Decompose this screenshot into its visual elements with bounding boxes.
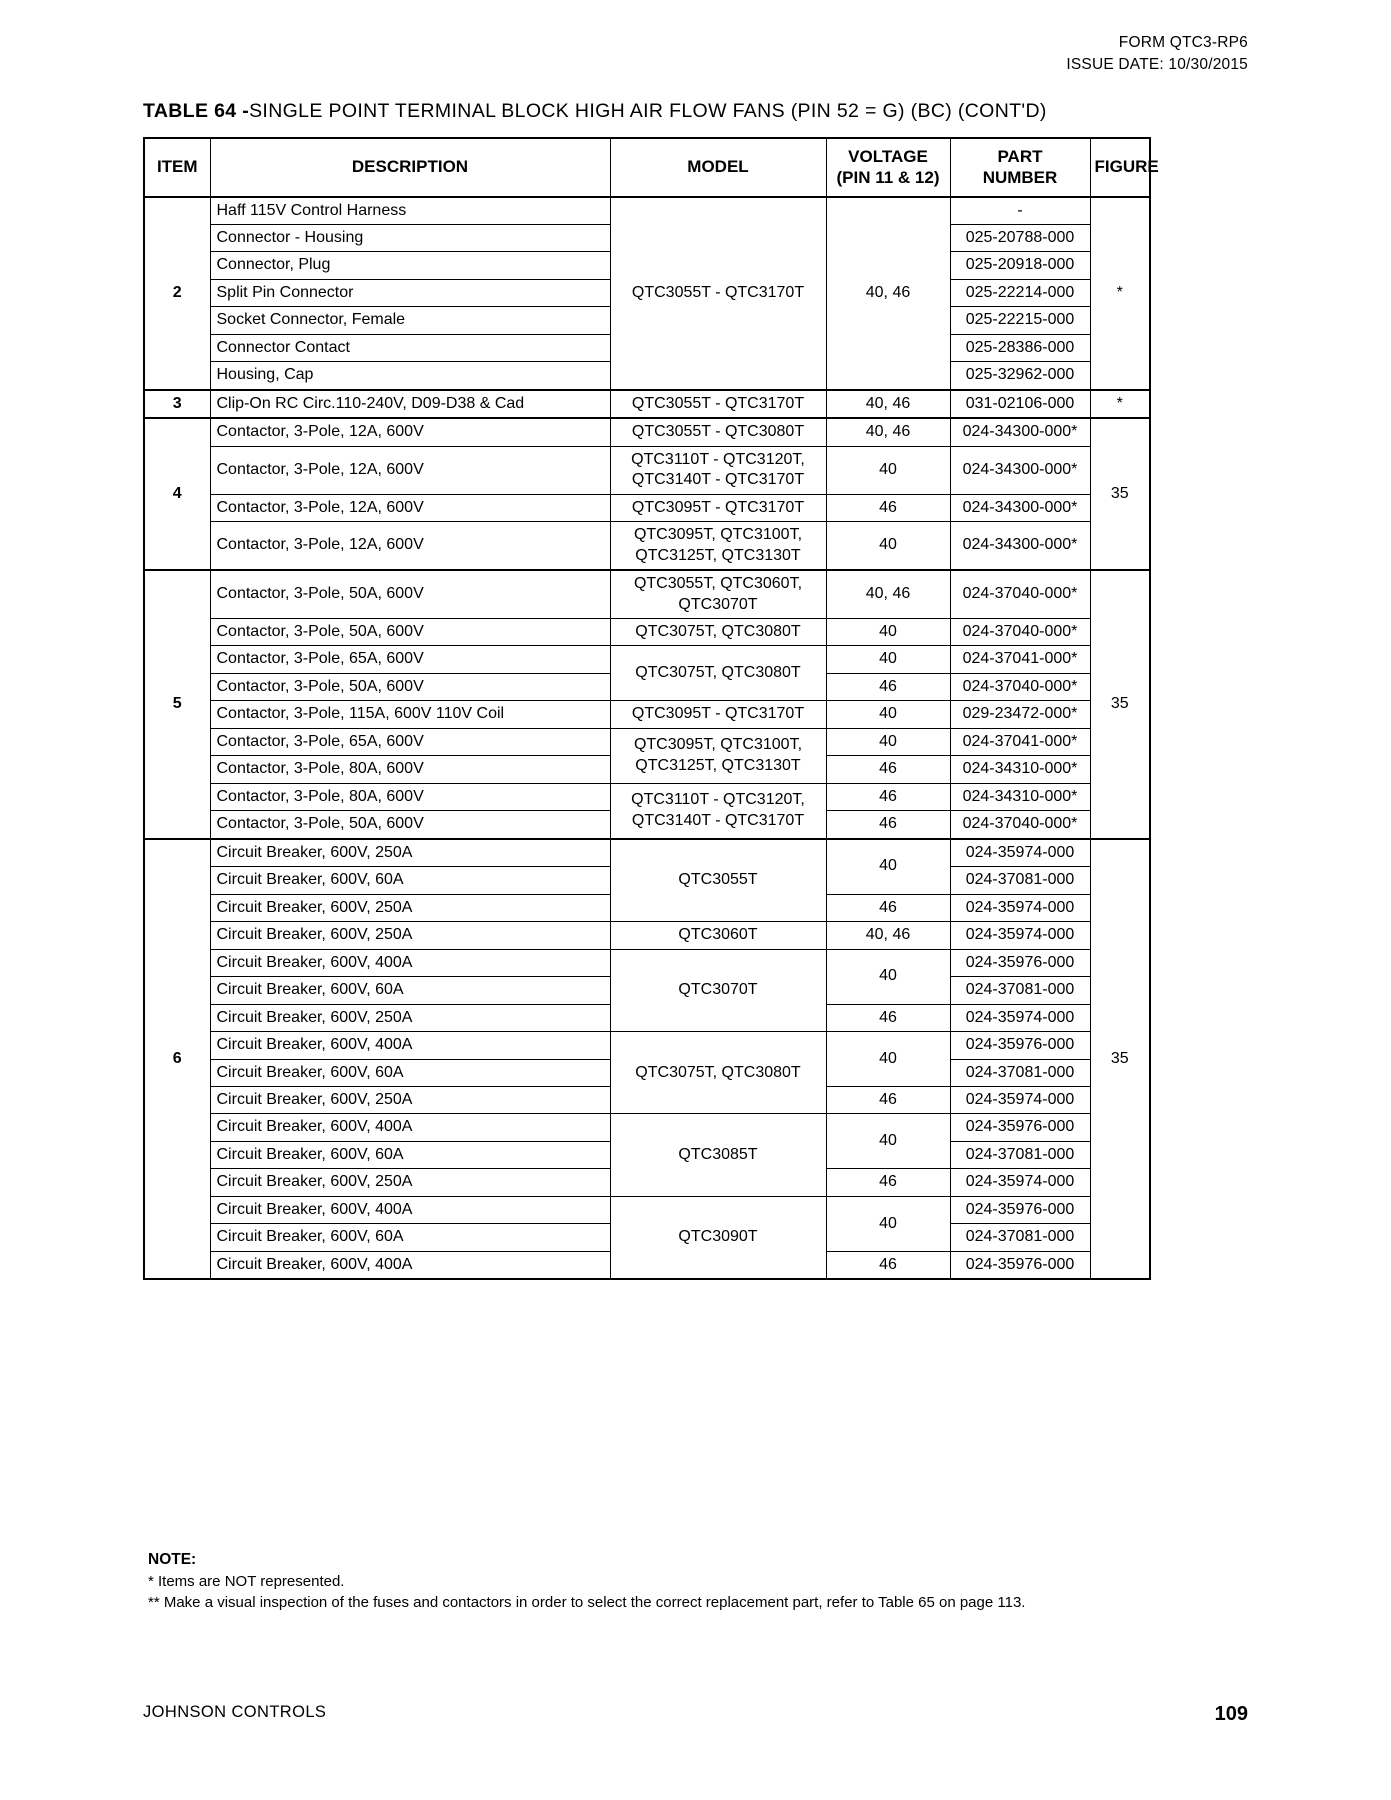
cell-description: Contactor, 3-Pole, 12A, 600V <box>210 522 610 570</box>
table-row <box>144 1114 1150 1141</box>
column-header-voltage <box>826 138 950 197</box>
cell-description: Clip-On RC Circ.110-240V, D09-D38 & Cad <box>210 390 610 418</box>
cell-voltage: 46 <box>826 811 950 839</box>
cell-voltage: 46 <box>826 1251 950 1279</box>
cell-voltage: 40, 46 <box>826 570 950 618</box>
cell-description: Circuit Breaker, 600V, 60A <box>210 867 610 894</box>
cell-part-number: 024-34300-000* <box>950 446 1090 494</box>
cell-part-number: 024-37040-000* <box>950 811 1090 839</box>
cell-description: Contactor, 3-Pole, 65A, 600V <box>210 646 610 673</box>
table-title <box>143 100 1047 123</box>
cell-voltage: 40 <box>826 1196 950 1251</box>
cell-voltage: 46 <box>826 783 950 810</box>
cell-description: Circuit Breaker, 600V, 60A <box>210 977 610 1004</box>
cell-model: QTC3075T, QTC3080T <box>610 619 826 646</box>
cell-part-number: - <box>950 197 1090 225</box>
cell-description: Circuit Breaker, 600V, 250A <box>210 894 610 921</box>
table-row <box>144 570 1150 618</box>
cell-voltage: 40 <box>826 522 950 570</box>
note-line: ** Make a visual inspection of the fuses and contactors in order to select the correct replacement part, refer to Table 65 on page 113. <box>148 1594 1026 1612</box>
parts-table <box>143 137 1159 1280</box>
cell-item: 6 <box>144 839 210 1280</box>
table-row <box>144 728 1150 755</box>
cell-figure: 35 <box>1090 418 1150 570</box>
table-header-row <box>144 138 1150 197</box>
cell-voltage: 46 <box>826 1169 950 1196</box>
cell-description: Circuit Breaker, 600V, 60A <box>210 1141 610 1168</box>
footer-page-number: 109 <box>1214 1703 1248 1725</box>
cell-voltage: 46 <box>826 1004 950 1031</box>
cell-part-number: 024-35976-000 <box>950 949 1090 976</box>
cell-description: Circuit Breaker, 600V, 250A <box>210 1004 610 1031</box>
cell-item: 2 <box>144 197 210 390</box>
cell-model: QTC3110T - QTC3120T, QTC3140T - QTC3170T <box>610 446 826 494</box>
cell-voltage: 46 <box>826 1086 950 1113</box>
form-number: FORM QTC3-RP6 <box>1118 34 1248 51</box>
table-row <box>144 701 1150 728</box>
cell-part-number: 025-28386-000 <box>950 334 1090 361</box>
table-row <box>144 1032 1150 1059</box>
table-body <box>144 197 1150 1280</box>
cell-voltage: 40 <box>826 646 950 673</box>
cell-part-number: 025-32962-000 <box>950 362 1090 390</box>
cell-description: Contactor, 3-Pole, 12A, 600V <box>210 494 610 521</box>
cell-item: 4 <box>144 418 210 570</box>
cell-description: Circuit Breaker, 600V, 400A <box>210 949 610 976</box>
cell-description: Circuit Breaker, 600V, 250A <box>210 1169 610 1196</box>
cell-description: Circuit Breaker, 600V, 400A <box>210 1032 610 1059</box>
cell-part-number: 024-34300-000* <box>950 522 1090 570</box>
cell-part-number: 024-37081-000 <box>950 1059 1090 1086</box>
cell-voltage: 40 <box>826 949 950 1004</box>
cell-model: QTC3095T, QTC3100T, QTC3125T, QTC3130T <box>610 728 826 783</box>
cell-model: QTC3090T <box>610 1196 826 1279</box>
cell-part-number: 024-37081-000 <box>950 1141 1090 1168</box>
cell-part-number: 024-37040-000* <box>950 570 1090 618</box>
cell-model: QTC3075T, QTC3080T <box>610 646 826 701</box>
cell-part-number: 024-35974-000 <box>950 1086 1090 1113</box>
cell-figure: * <box>1090 390 1150 418</box>
cell-part-number: 024-35974-000 <box>950 1169 1090 1196</box>
cell-voltage: 40 <box>826 1032 950 1087</box>
cell-voltage: 40 <box>826 701 950 728</box>
cell-description: Contactor, 3-Pole, 50A, 600V <box>210 811 610 839</box>
cell-model: QTC3070T <box>610 949 826 1031</box>
cell-model: QTC3085T <box>610 1114 826 1196</box>
cell-model: QTC3095T, QTC3100T, QTC3125T, QTC3130T <box>610 522 826 570</box>
column-header-model: MODEL <box>610 138 826 197</box>
column-header-voltage-line2: (PIN 11 & 12) <box>836 168 940 188</box>
cell-part-number: 025-22214-000 <box>950 279 1090 306</box>
cell-model: QTC3055T - QTC3170T <box>610 390 826 418</box>
cell-description: Contactor, 3-Pole, 50A, 600V <box>210 673 610 700</box>
cell-part-number: 024-34300-000* <box>950 418 1090 446</box>
table-row <box>144 522 1150 570</box>
cell-part-number: 025-22215-000 <box>950 307 1090 334</box>
cell-voltage: 40 <box>826 446 950 494</box>
table-row <box>144 949 1150 976</box>
table-row <box>144 839 1150 867</box>
cell-part-number: 025-20788-000 <box>950 224 1090 251</box>
cell-description: Circuit Breaker, 600V, 60A <box>210 1059 610 1086</box>
cell-part-number: 024-35974-000 <box>950 894 1090 921</box>
footer-company: JOHNSON CONTROLS <box>143 1703 327 1721</box>
cell-description: Contactor, 3-Pole, 65A, 600V <box>210 728 610 755</box>
cell-voltage: 40, 46 <box>826 418 950 446</box>
cell-figure: 35 <box>1090 570 1150 839</box>
cell-figure: 35 <box>1090 839 1150 1280</box>
cell-part-number: 024-35976-000 <box>950 1114 1090 1141</box>
cell-item: 3 <box>144 390 210 418</box>
cell-description: Haff 115V Control Harness <box>210 197 610 225</box>
cell-description: Connector - Housing <box>210 224 610 251</box>
table-row <box>144 922 1150 949</box>
table-row <box>144 783 1150 810</box>
cell-voltage: 46 <box>826 673 950 700</box>
cell-part-number: 024-34310-000* <box>950 783 1090 810</box>
column-header-part-line2: NUMBER <box>982 168 1058 188</box>
column-header-description: DESCRIPTION <box>210 138 610 197</box>
cell-voltage: 46 <box>826 756 950 783</box>
table-row <box>144 446 1150 494</box>
table-number: TABLE 64 - <box>143 100 250 122</box>
cell-description: Contactor, 3-Pole, 12A, 600V <box>210 418 610 446</box>
cell-part-number: 024-37081-000 <box>950 867 1090 894</box>
column-header-part-line1: PART <box>997 147 1043 166</box>
cell-voltage: 40 <box>826 619 950 646</box>
cell-voltage: 40, 46 <box>826 922 950 949</box>
cell-part-number: 024-35974-000 <box>950 1004 1090 1031</box>
cell-part-number: 025-20918-000 <box>950 252 1090 279</box>
cell-model: QTC3055T - QTC3170T <box>610 197 826 390</box>
cell-model: QTC3095T - QTC3170T <box>610 701 826 728</box>
table-row <box>144 619 1150 646</box>
cell-part-number: 024-37040-000* <box>950 673 1090 700</box>
table-title-text: SINGLE POINT TERMINAL BLOCK HIGH AIR FLOW FANS (PIN 52 = G) (BC) (CONT'D) <box>249 100 1047 122</box>
cell-description: Circuit Breaker, 600V, 400A <box>210 1196 610 1223</box>
cell-description: Circuit Breaker, 600V, 250A <box>210 1086 610 1113</box>
cell-item: 5 <box>144 570 210 839</box>
document-header <box>1066 32 1248 77</box>
column-header-voltage-line1: VOLTAGE <box>848 147 928 166</box>
cell-description: Contactor, 3-Pole, 115A, 600V 110V Coil <box>210 701 610 728</box>
cell-model: QTC3055T, QTC3060T, QTC3070T <box>610 570 826 618</box>
cell-description: Contactor, 3-Pole, 12A, 600V <box>210 446 610 494</box>
cell-description: Housing, Cap <box>210 362 610 390</box>
table-row <box>144 390 1150 418</box>
table-row <box>144 197 1150 225</box>
cell-description: Contactor, 3-Pole, 50A, 600V <box>210 619 610 646</box>
cell-voltage: 40, 46 <box>826 390 950 418</box>
notes-title: NOTE: <box>148 1551 197 1568</box>
cell-part-number: 024-37081-000 <box>950 1224 1090 1251</box>
cell-voltage: 46 <box>826 894 950 921</box>
table-row <box>144 1196 1150 1223</box>
cell-description: Contactor, 3-Pole, 80A, 600V <box>210 783 610 810</box>
cell-description: Socket Connector, Female <box>210 307 610 334</box>
column-header-figure: FIGURE <box>1090 138 1150 197</box>
cell-description: Circuit Breaker, 600V, 250A <box>210 922 610 949</box>
table-row <box>144 418 1150 446</box>
cell-part-number: 024-34310-000* <box>950 756 1090 783</box>
cell-part-number: 024-35974-000 <box>950 922 1090 949</box>
cell-description: Circuit Breaker, 600V, 250A <box>210 839 610 867</box>
cell-voltage: 40 <box>826 1114 950 1169</box>
cell-model: QTC3095T - QTC3170T <box>610 494 826 521</box>
column-header-item: ITEM <box>144 138 210 197</box>
cell-voltage: 46 <box>826 494 950 521</box>
notes-section <box>148 1549 1025 1614</box>
parts-table-container <box>143 137 1159 1280</box>
cell-model: QTC3060T <box>610 922 826 949</box>
issue-date: ISSUE DATE: 10/30/2015 <box>1066 56 1248 74</box>
cell-part-number: 024-37040-000* <box>950 619 1090 646</box>
cell-description: Connector, Plug <box>210 252 610 279</box>
table-header <box>144 138 1159 197</box>
cell-part-number: 031-02106-000 <box>950 390 1090 418</box>
cell-part-number: 024-35976-000 <box>950 1251 1090 1279</box>
cell-part-number: 024-37041-000* <box>950 728 1090 755</box>
cell-description: Contactor, 3-Pole, 50A, 600V <box>210 570 610 618</box>
note-line: * Items are NOT represented. <box>148 1573 345 1590</box>
column-header-part-number <box>950 138 1090 197</box>
cell-part-number: 024-37081-000 <box>950 977 1090 1004</box>
cell-description: Circuit Breaker, 600V, 400A <box>210 1251 610 1279</box>
cell-voltage: 40, 46 <box>826 197 950 390</box>
cell-description: Circuit Breaker, 600V, 400A <box>210 1114 610 1141</box>
cell-description: Connector Contact <box>210 334 610 361</box>
cell-model: QTC3055T - QTC3080T <box>610 418 826 446</box>
cell-figure: * <box>1090 197 1150 390</box>
cell-voltage: 40 <box>826 839 950 894</box>
cell-part-number: 029-23472-000* <box>950 701 1090 728</box>
cell-part-number: 024-37041-000* <box>950 646 1090 673</box>
cell-model: QTC3055T <box>610 839 826 922</box>
cell-description: Split Pin Connector <box>210 279 610 306</box>
cell-description: Circuit Breaker, 600V, 60A <box>210 1224 610 1251</box>
cell-part-number: 024-35976-000 <box>950 1032 1090 1059</box>
table-row <box>144 494 1150 521</box>
cell-description: Contactor, 3-Pole, 80A, 600V <box>210 756 610 783</box>
table-row <box>144 646 1150 673</box>
cell-model: QTC3110T - QTC3120T, QTC3140T - QTC3170T <box>610 783 826 838</box>
cell-part-number: 024-34300-000* <box>950 494 1090 521</box>
cell-part-number: 024-35976-000 <box>950 1196 1090 1223</box>
cell-part-number: 024-35974-000 <box>950 839 1090 867</box>
cell-model: QTC3075T, QTC3080T <box>610 1032 826 1114</box>
cell-voltage: 40 <box>826 728 950 755</box>
